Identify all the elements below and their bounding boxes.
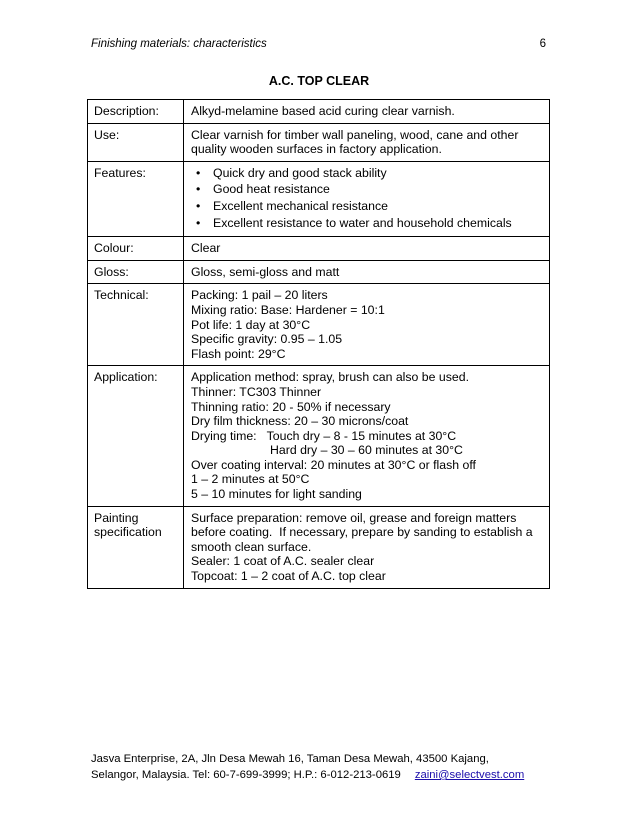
application-value: [184, 366, 550, 506]
technical-label: Technical:: [88, 284, 184, 366]
feature-text: Quick dry and good stack ability: [213, 165, 387, 180]
footer-email-link[interactable]: zaini@selectvest.com: [414, 769, 525, 781]
painting-label-line: Painting: [94, 510, 139, 525]
application-thinning-ratio: Thinning ratio: 20 - 50% if necessary: [191, 399, 391, 414]
painting-line: Sealer: 1 coat of A.C. sealer clear: [191, 554, 375, 569]
row-technical: [88, 284, 550, 366]
painting-line: smooth clean surface.: [191, 539, 312, 554]
use-line: quality wooden surfaces in factory application.: [191, 142, 442, 157]
use-line: Clear varnish for timber wall paneling, wood, cane and other: [191, 127, 519, 142]
header-title: Finishing materials: characteristics: [91, 38, 267, 50]
painting-label: [88, 506, 184, 588]
painting-line: Topcoat: 1 – 2 coat of A.C. top clear: [191, 569, 386, 584]
specification-table: [87, 99, 550, 589]
document-title: A.C. TOP CLEAR: [268, 74, 370, 88]
painting-line: before coating. If necessary, prepare by sanding to establish a: [191, 525, 533, 540]
row-features: [88, 161, 550, 236]
technical-line: Mixing ratio: Base: Hardener = 10:1: [191, 302, 385, 317]
bullet-icon: •: [196, 198, 201, 213]
bullet-icon: •: [196, 165, 201, 180]
row-use: [88, 123, 550, 161]
application-hard-dry: Hard dry – 30 – 60 minutes at 30°C: [270, 443, 463, 458]
feature-text: Excellent resistance to water and household chemicals: [213, 215, 512, 230]
feature-item: [191, 166, 545, 181]
footer-phone: Selangor, Malaysia. Tel: 60-7-699-3999; H.P.: 6-012-213-0619: [91, 769, 401, 781]
use-label: Use:: [88, 123, 184, 161]
bullet-icon: •: [196, 215, 201, 230]
application-interval-b: 5 – 10 minutes for light sanding: [191, 487, 362, 502]
feature-item: [191, 182, 545, 197]
feature-text: Excellent mechanical resistance: [213, 198, 388, 213]
page-number: 6: [539, 38, 546, 50]
row-colour: [88, 237, 550, 261]
features-list: [191, 166, 545, 230]
page-footer: [91, 751, 551, 783]
gloss-label: Gloss:: [88, 260, 184, 284]
row-description: [88, 100, 550, 124]
description-label: Description:: [88, 100, 184, 124]
feature-item: [191, 199, 545, 214]
application-over-coating: Over coating interval: 20 minutes at 30°C or flash off: [191, 457, 476, 472]
technical-line: Packing: 1 pail – 20 liters: [191, 288, 328, 303]
feature-item: [191, 216, 545, 231]
painting-line: Surface preparation: remove oil, grease and foreign matters: [191, 510, 517, 525]
footer-contact-line: [91, 767, 551, 783]
gloss-value: Gloss, semi-gloss and matt: [184, 260, 550, 284]
application-interval-a: 1 – 2 minutes at 50°C: [191, 472, 310, 487]
application-method: Application method: spray, brush can also be used.: [191, 370, 469, 385]
feature-text: Good heat resistance: [213, 182, 330, 197]
application-label: Application:: [88, 366, 184, 506]
row-application: [88, 366, 550, 506]
row-gloss: [88, 260, 550, 284]
features-label: Features:: [88, 161, 184, 236]
technical-line: Flash point: 29°C: [191, 346, 286, 361]
bullet-icon: •: [196, 182, 201, 197]
technical-line: Pot life: 1 day at 30°C: [191, 317, 311, 332]
painting-label-line: specification: [94, 525, 162, 540]
row-painting: [88, 506, 550, 588]
features-value: [184, 161, 550, 236]
technical-line: Specific gravity: 0.95 – 1.05: [191, 332, 343, 347]
colour-label: Colour:: [88, 237, 184, 261]
use-value: [184, 123, 550, 161]
description-value: Alkyd-melamine based acid curing clear varnish.: [184, 100, 550, 124]
page-header: [91, 38, 546, 50]
painting-value: [184, 506, 550, 588]
application-dry-film: Dry film thickness: 20 – 30 microns/coat: [191, 414, 409, 429]
technical-value: [184, 284, 550, 366]
colour-value: Clear: [184, 237, 550, 261]
application-drying-time: Drying time: Touch dry – 8 - 15 minutes at 30°C: [191, 428, 457, 443]
footer-address: Jasva Enterprise, 2A, Jln Desa Mewah 16, Taman Desa Mewah, 43500 Kajang,: [91, 753, 489, 765]
application-thinner: Thinner: TC303 Thinner: [191, 384, 322, 399]
